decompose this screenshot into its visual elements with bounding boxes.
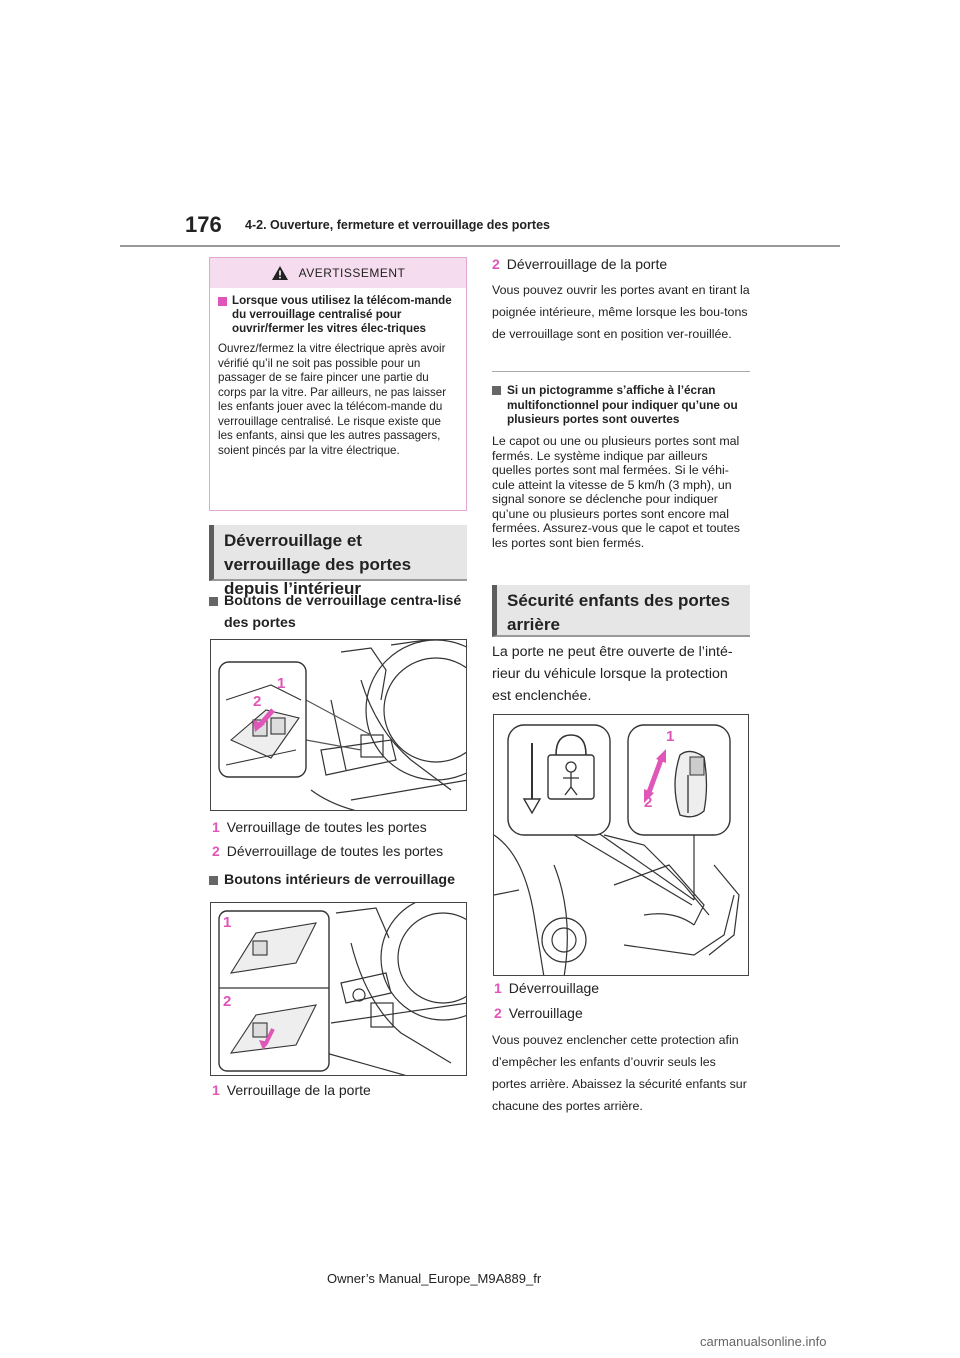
paragraph-front-doors: Vous pouvez ouvrir les portes avant en tirant la poignée intérieure, même lorsque les bou-tons de verrouillage sont en position ver-rouillée. (492, 283, 750, 341)
door-panel-illustration (211, 640, 467, 811)
divider (492, 371, 750, 372)
bullet-square-icon (492, 386, 501, 395)
page-number: 176 (185, 212, 222, 237)
subheading-text: Boutons de verrouillage centra-lisé des portes (224, 593, 462, 631)
list-item (492, 256, 667, 272)
bullet-square-icon (209, 597, 218, 606)
item-text: Déverrouillage (508, 980, 600, 996)
subheading-door-open-indicator (492, 383, 750, 427)
subheading-interior-lock-buttons (209, 869, 467, 891)
item-text: Déverrouillage de toutes les portes (226, 843, 444, 859)
warning-box (209, 257, 467, 511)
figure-label-1: 1 (223, 914, 232, 931)
warning-triangle-icon (271, 265, 289, 281)
figure-central-lock-switch (210, 639, 467, 811)
figure-label-2: 2 (223, 993, 232, 1010)
warning-subtitle-text: Lorsque vous utilisez la télécom-mande du verrouillage centralisé pour ouvrir/fermer les vitres élec-triques (232, 294, 452, 335)
figure-label-2: 2 (253, 693, 262, 710)
header-rule (120, 245, 840, 247)
figure-label-1: 1 (666, 728, 675, 745)
rear-door-illustration (494, 715, 749, 976)
list-item (494, 980, 599, 996)
figure-label-2: 2 (644, 794, 653, 811)
paragraph-child-safety-intro: La porte ne peut être ouverte de l’inté-rieur du véhicule lorsque la protection est enclenchée. (492, 644, 733, 704)
item-number: 1 (212, 1082, 220, 1098)
item-number: 2 (492, 256, 500, 272)
warning-title: AVERTISSEMENT (298, 266, 406, 280)
figure-child-safety-lock (493, 714, 749, 976)
section-title: 4-2. Ouverture, fermeture et verrouillage des portes (245, 218, 550, 232)
watermark: carmanualsonline.info (700, 1334, 827, 1349)
subheading-text: Boutons intérieurs de verrouillage (224, 872, 455, 888)
paragraph-child-safety-usage: Vous pouvez enclencher cette protection afin d’empêcher les enfants d’ouvrir seuls les portes arrière. Abaissez la sécurité enfants sur chacune des portes arrière. (492, 1033, 747, 1113)
warning-text: Ouvrez/fermez la vitre électrique après avoir vérifié qu’il ne soit pas possible pour un passager de se faire pincer une partie du corps par la vitre. Par ailleurs, ne pas laisser les enfants jouer avec la télécom-mande du verrouillage centralisé. Le risque existe que les enfants, ainsi que les autres passagers, soient pincés par la vitre électrique. (218, 342, 447, 457)
item-number: 1 (212, 819, 220, 835)
item-number: 2 (494, 1005, 502, 1021)
warning-subtitle (218, 294, 458, 336)
list-item (212, 1082, 371, 1098)
list-item (212, 819, 427, 835)
bullet-square-icon (209, 876, 218, 885)
paragraph-door-warning: Le capot ou une ou plusieurs portes sont mal fermés. Le système indique par ailleurs quelles portes sont mal fermées. Si le véhi-cule atteint la vitesse de 5 km/h (3 mph), un signal sonore se déclenche pour indiquer qu’une ou plusieurs portes sont encore mal fermées. Assurez-vous que le capot et toutes les portes sont bien fermés. (492, 434, 740, 550)
subheading-text: Si un pictogramme s’affiche à l’écran multifonctionnel pour indiquer qu’une ou plusieurs portes sont ouvertes (507, 383, 738, 426)
list-item (212, 843, 443, 859)
subheading-central-lock-buttons (209, 590, 467, 634)
heading-interior-locking: Déverrouillage et verrouillage des portes depuis l’intérieur (209, 525, 467, 581)
figure-label-1: 1 (277, 675, 286, 692)
footer-manual-name: Owner’s Manual_Europe_M9A889_fr (327, 1271, 542, 1286)
bullet-square-icon (218, 297, 227, 306)
item-text: Verrouillage (508, 1005, 583, 1021)
item-text: Verrouillage de la porte (226, 1082, 371, 1098)
item-number: 1 (494, 980, 502, 996)
item-number: 2 (212, 843, 220, 859)
item-text: Verrouillage de toutes les portes (226, 819, 427, 835)
figure-interior-lock-button (210, 902, 467, 1076)
list-item (494, 1005, 583, 1021)
warning-header (210, 258, 466, 288)
door-handle-illustration (211, 903, 467, 1076)
heading-child-safety: Sécurité enfants des portes arrière (492, 585, 750, 637)
item-text: Déverrouillage de la porte (506, 256, 668, 272)
